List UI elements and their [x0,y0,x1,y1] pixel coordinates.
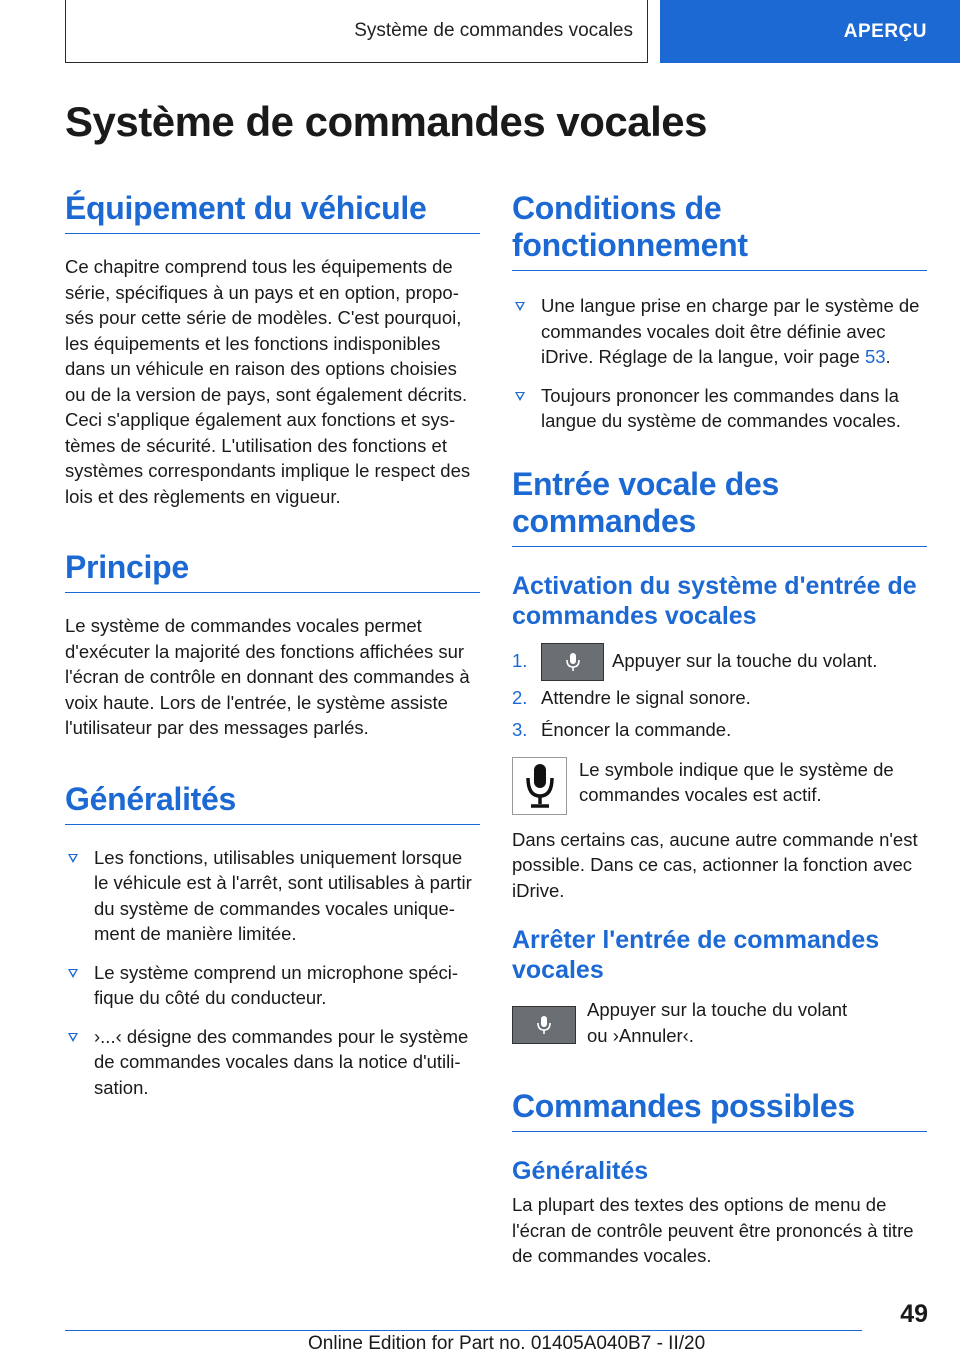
activation-steps [512,641,927,743]
header-apercu-label: APERÇU [843,20,927,42]
equipement-body: Ce chapitre comprend tous les équipements de série, spécifiques à un pays et en option, proposés pour cette série de modèles. C'est pourquoi, les équipements et les fonctions indisponibles dans un véhicule en raison des options choisies ou de la version de pays, sont également décrits. Ceci s'applique également aux fonctions et systèmes de sécurité. L'utilisation des fonctions et systèmes correspondants implique le respect des lois et des règlements en vigueur. [65,256,471,507]
voice-button-icon [541,643,604,681]
header-section-tab[interactable] [65,0,648,63]
header-apercu-tab[interactable] [660,0,960,63]
footer-divider [65,1330,862,1331]
heading-generalites: Généralités [65,781,480,825]
triangle-bullet-icon [68,1033,78,1042]
heading-arreter: Arrêter l'entrée de commandes vocales [512,926,880,985]
symbol-note: Le symbole indique que le système de commandes vocales est actif. [579,758,894,806]
activation-body: Dans certains cas, aucune autre commande n'est possible. Dans ce cas, actionner la fonction avec iDrive. [512,828,918,901]
heading-principe: Principe [65,549,480,593]
arreter-text: Appuyer sur la touche du volant ou ›Annuler‹. [587,999,848,1046]
heading-conditions: Conditions de fonctionnement [512,190,927,271]
step-item: 3. Énoncer la commande. [512,719,732,741]
generalites-list [65,845,480,1101]
heading-activation: Activation du système d'entrée de commandes vocales [512,571,917,630]
principe-body: Le système de commandes vocales permet d'exécuter la majorité des fonctions affichées sur l'écran de contrôle en donnant des commandes à voix haute. Lors de l'entrée, le système assiste l'utilisateur par des messages parlés. [65,615,470,738]
list-item: Toujours prononcer les commandes dans la langue du système de commandes vocales. [512,383,927,434]
step-item: 2. Attendre le signal sonore. [512,686,751,708]
microphone-active-icon [512,757,567,815]
heading-commandes: Commandes possibles [512,1088,927,1132]
commandes-body: La plupart des textes des options de menu de l'écran de contrôle peuvent être prononcés à titre de commandes vocales. [512,1194,914,1267]
triangle-bullet-icon [68,969,78,978]
header-section-label: Système de commandes vocales [354,20,633,41]
heading-commandes-generalites: Généralités [512,1157,649,1186]
symbol-row [512,757,927,815]
list-item: Le système comprend un microphone spécifique du côté du conducteur. [65,960,480,1011]
right-column [512,190,927,1269]
page-number: 49 [900,1300,928,1328]
triangle-bullet-icon [515,392,525,401]
triangle-bullet-icon [515,302,525,311]
left-column [65,190,480,1113]
conditions-list [512,293,927,434]
heading-equipement: Équipement du véhicule [65,190,480,234]
heading-entree: Entrée vocale des commandes [512,466,927,547]
page-title: Système de commandes vocales [65,98,708,145]
triangle-bullet-icon [68,854,78,863]
step-item: 1. Appuyer sur la touche du volant. [512,641,927,681]
page-link[interactable]: 53 [864,346,886,367]
voice-button-icon [512,1006,576,1044]
footer-edition: Online Edition for Part no. 01405A040B7 - II/20 [308,1333,706,1354]
list-item: Une langue prise en charge par le système de commandes vocales doit être définie avec iDrive. Réglage de la langue, voir page 53. [512,293,927,370]
list-item: ›...‹ désigne des commandes pour le système de commandes vocales dans la notice d'utilisation. [65,1024,480,1101]
arreter-row [512,997,927,1048]
list-item: Les fonctions, utilisables uniquement lorsque le véhicule est à l'arrêt, sont utilisables à partir du système de commandes vocales uniquement de manière limitée. [65,845,480,947]
